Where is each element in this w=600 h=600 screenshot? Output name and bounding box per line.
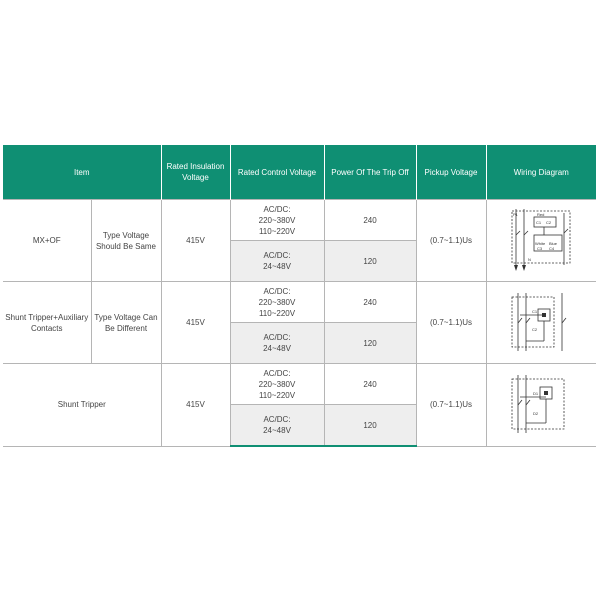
label-c2: C2	[532, 326, 538, 332]
header-power-of-trip-off: Power Of The Trip Off	[324, 145, 416, 200]
label-red: Red	[537, 211, 545, 217]
control-voltage: AC/DC: 24~48V	[230, 241, 324, 282]
label-n: N	[528, 256, 532, 262]
label-c1: C1	[536, 219, 542, 225]
label-d2: D2	[533, 410, 539, 416]
label-c2: C2	[546, 219, 552, 225]
header-pickup-voltage: Pickup Voltage	[416, 145, 486, 200]
control-voltage: AC/DC: 24~48V	[230, 323, 324, 364]
shunt-tripper-wiring-diagram	[506, 369, 576, 441]
wiring-diagram-cell	[486, 364, 596, 447]
pickup-voltage: (0.7~1.1)Us	[416, 282, 486, 364]
header-rated-control-voltage: Rated Control Voltage	[230, 145, 324, 200]
table-row	[3, 364, 596, 405]
label-c1: C1	[532, 308, 538, 314]
trip-off-power: 240	[324, 364, 416, 405]
item-name: Shunt Tripper+Auxiliary Contacts	[3, 282, 91, 364]
label-blue: Blue	[549, 240, 558, 246]
insulation-voltage: 415V	[161, 282, 230, 364]
table-row	[3, 200, 596, 241]
control-voltage: AC/DC: 220~380V 110~220V	[230, 200, 324, 241]
header-item: Item	[3, 145, 161, 200]
label-c3: C3	[537, 245, 543, 251]
header-wiring-diagram: Wiring Diagram	[486, 145, 596, 200]
label-p1: P1	[513, 211, 519, 217]
pickup-voltage: (0.7~1.1)Us	[416, 200, 486, 282]
item-type: Type Voltage Should Be Same	[91, 200, 161, 282]
item-name: Shunt Tripper	[3, 364, 161, 447]
item-name: MX+OF	[3, 200, 91, 282]
trip-off-power: 240	[324, 200, 416, 241]
table-header-row	[3, 145, 596, 200]
trip-off-power: 120	[324, 323, 416, 364]
trip-off-power: 240	[324, 282, 416, 323]
control-voltage: AC/DC: 220~380V 110~220V	[230, 282, 324, 323]
control-voltage: AC/DC: 24~48V	[230, 405, 324, 447]
label-d1: D1	[533, 390, 539, 396]
label-c4: C4	[549, 245, 555, 251]
wiring-diagram-cell	[486, 200, 596, 282]
mx-of-wiring-diagram	[504, 205, 578, 277]
insulation-voltage: 415V	[161, 200, 230, 282]
accessory-spec-table	[3, 145, 596, 447]
shunt-aux-wiring-diagram	[506, 287, 576, 359]
insulation-voltage: 415V	[161, 364, 230, 447]
trip-off-power: 120	[324, 241, 416, 282]
item-type: Type Voltage Can Be Different	[91, 282, 161, 364]
header-rated-insulation-voltage: Rated Insulation Voltage	[161, 145, 230, 200]
table-row	[3, 282, 596, 323]
pickup-voltage: (0.7~1.1)Us	[416, 364, 486, 447]
trip-off-power: 120	[324, 405, 416, 447]
label-white: White	[535, 240, 546, 246]
control-voltage: AC/DC: 220~380V 110~220V	[230, 364, 324, 405]
wiring-diagram-cell	[486, 282, 596, 364]
